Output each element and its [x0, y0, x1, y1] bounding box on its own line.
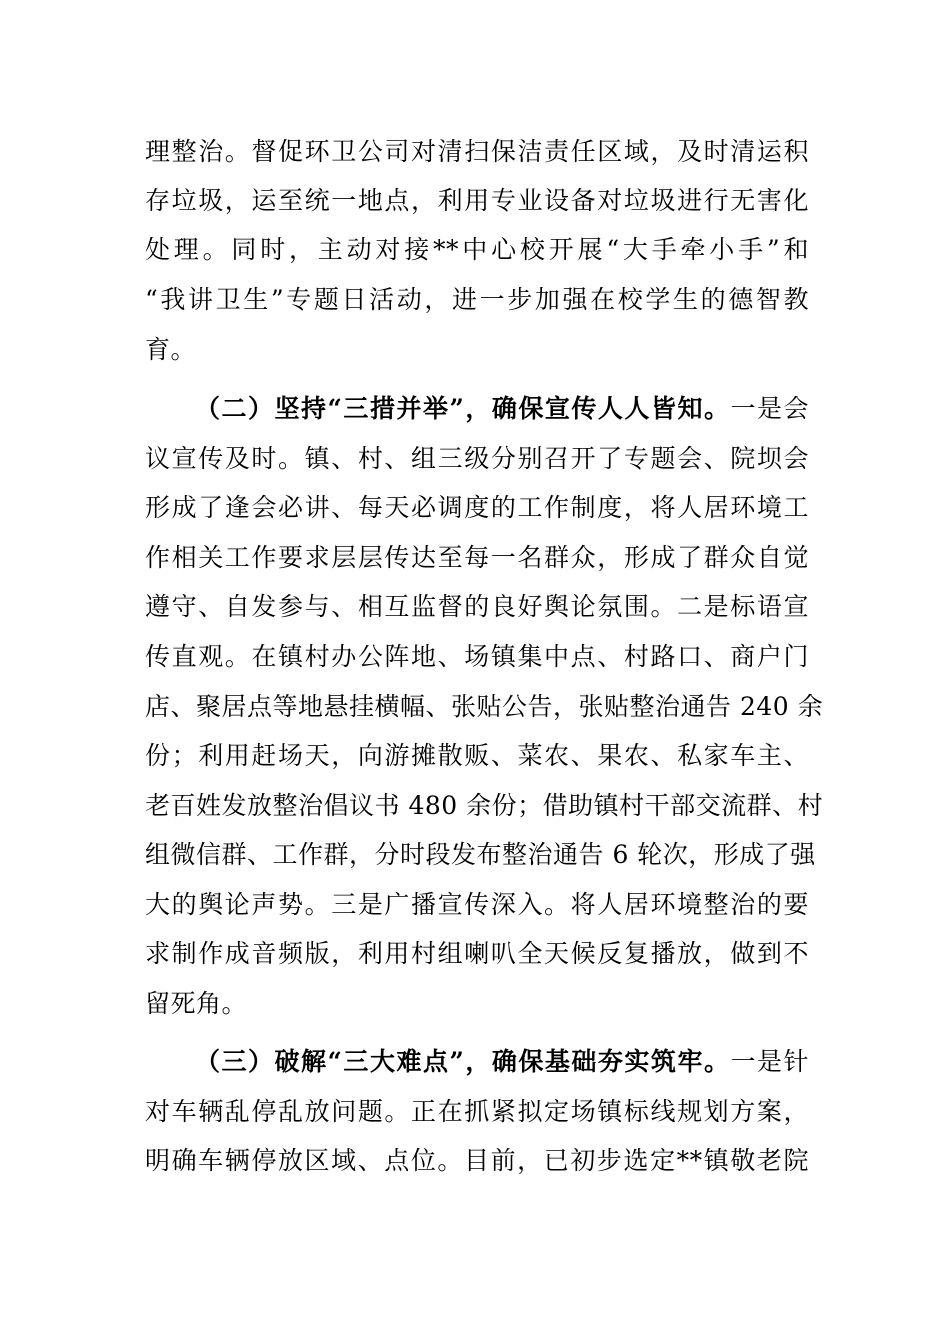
text-line: 存垃圾，运至统一地点，利用专业设备对垃圾进行无害化 [145, 186, 809, 215]
text-line: “我讲卫生”专题日活动，进一步加强在校学生的德智教 [145, 285, 809, 314]
text-line: 份；利用赶场天，向游摊散贩、菜农、果农、私家车主、 [145, 741, 809, 770]
text-line: 明确车辆停放区域、点位。目前，已初步选定**镇敬老院 [145, 1146, 809, 1175]
text-line: 遵守、自发参与、相互监督的良好舆论氛围。二是标语宣 [145, 592, 809, 621]
text-line: 处理。同时，主动对接**中心校开展“大手牵小手”和 [145, 235, 809, 264]
paragraph-first-line [195, 389, 809, 429]
text-line: 形成了逢会必讲、每天必调度的工作制度，将人居环境工 [145, 493, 809, 522]
text-line: 理整治。督促环卫公司对清扫保洁责任区域，及时清运积 [145, 137, 809, 166]
text-line: 对车辆乱停乱放问题。正在抓紧拟定场镇标线规划方案， [145, 1097, 809, 1126]
paragraph-first-line [195, 1042, 809, 1082]
text-line: 育。 [145, 335, 197, 364]
text-run: 一是针 [730, 1047, 809, 1076]
text-line: 老百姓发放整治倡议书 480 余份；借助镇村干部交流群、村 [145, 791, 824, 820]
text-line: 作相关工作要求层层传达至每一名群众，形成了群众自觉 [145, 543, 809, 572]
text-run: 一是会 [730, 394, 809, 423]
text-line: 店、聚居点等地悬挂横幅、张贴公告，张贴整治通告 240 余 [145, 692, 824, 721]
text-line: 议宣传及时。镇、村、组三级分别召开了专题会、院坝会 [145, 444, 809, 473]
text-line: 大的舆论声势。三是广播宣传深入。将人居环境整治的要 [145, 890, 809, 919]
text-line: 留死角。 [145, 989, 248, 1018]
section-heading: （三）破解“三大难点”，确保基础夯实筑牢。 [195, 1047, 731, 1076]
text-line: 传直观。在镇村办公阵地、场镇集中点、村路口、商户门 [145, 642, 809, 671]
text-line: 求制作成音频版，利用村组喇叭全天候反复播放，做到不 [145, 939, 809, 968]
section-heading: （二）坚持“三措并举”，确保宣传人人皆知。 [195, 394, 731, 423]
text-line: 组微信群、工作群，分时段发布整治通告 6 轮次，形成了强 [145, 840, 816, 869]
